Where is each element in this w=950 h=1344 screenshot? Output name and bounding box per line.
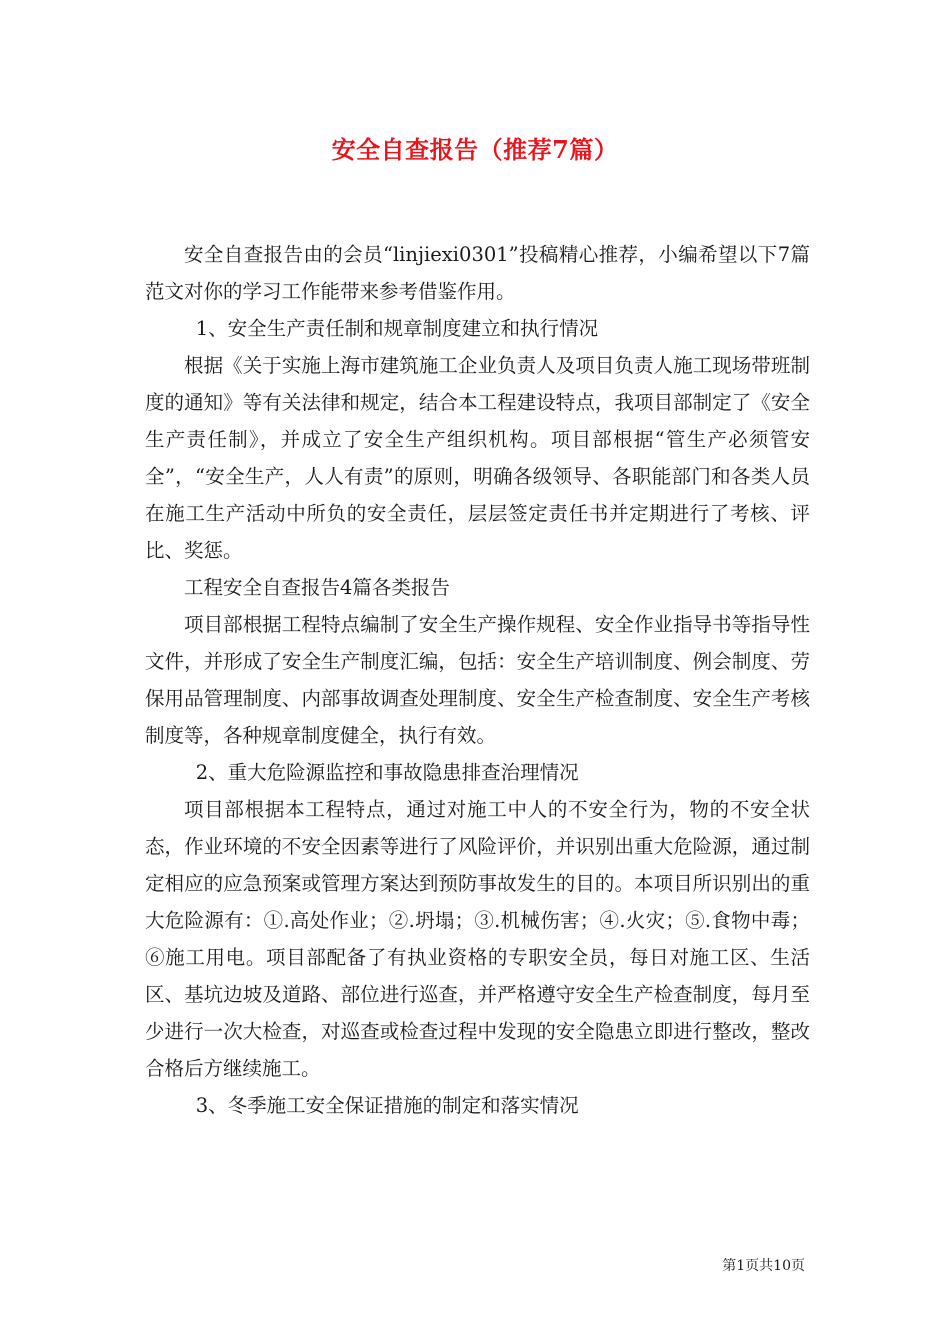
section-2-heading: 2、重大危险源监控和事故隐患排查治理情况 <box>195 761 579 784</box>
section-2-paragraph-1: 项目部根据本工程特点，通过对施工中人的不安全行为，物的不安全状态，作业环境的不安全因素等进行了风险评价，并识别出重大危险源，通过制定相应的应急预案或管理方案达到预防事故发生的目的。本项目所识别出的重大危险源有：①.高处作业；②.坍塌；③.机械伤害；④.火灾；⑤.食物中毒；⑥施工用电。项目部配备了有执业资格的专职安全员，每日对施工区、生活区、基坑边坡及道路、部位进行巡查，并严格遵守安全生产检查制度，每月至少进行一次大检查，对巡查或检查过程中发现的安全隐患立即进行整改，整改合格后方继续施工。 <box>145 798 810 1080</box>
section-1-paragraph-1: 根据《关于实施上海市建筑施工企业负责人及项目负责人施工现场带班制度的通知》等有关法律和规定，结合本工程建设特点，我项目部制定了《安全生产责任制》，并成立了安全生产组织机构。项目部根据“管生产必须管安全”，“安全生产，人人有责”的原则，明确各级领导、各职能部门和各类人员在施工生产活动中所负的安全责任，层层签定责任书并定期进行了考核、评比、奖惩。 <box>145 354 810 562</box>
document-body <box>145 236 810 1124</box>
section-1-paragraph-2: 项目部根据工程特点编制了安全生产操作规程、安全作业指导书等指导性文件，并形成了安全生产制度汇编，包括：安全生产培训制度、例会制度、劳保用品管理制度、内部事故调查处理制度、安全生产检查制度、安全生产考核制度等，各种规章制度健全，执行有效。 <box>145 613 810 747</box>
page-number: 第1页共10页 <box>722 1258 805 1274</box>
section-1-heading: 1、安全生产责任制和规章制度建立和执行情况 <box>195 317 599 340</box>
intro-paragraph: 安全自查报告由的会员“linjiexi0301”投稿精心推荐，小编希望以下7篇范文对你的学习工作能带来参考借鉴作用。 <box>145 243 810 303</box>
section-3-heading: 3、冬季施工安全保证措施的制定和落实情况 <box>195 1094 579 1117</box>
document-title: 安全自查报告（推荐7篇） <box>331 135 619 164</box>
related-report-link[interactable]: 工程安全自查报告4篇各类报告 <box>184 576 450 599</box>
